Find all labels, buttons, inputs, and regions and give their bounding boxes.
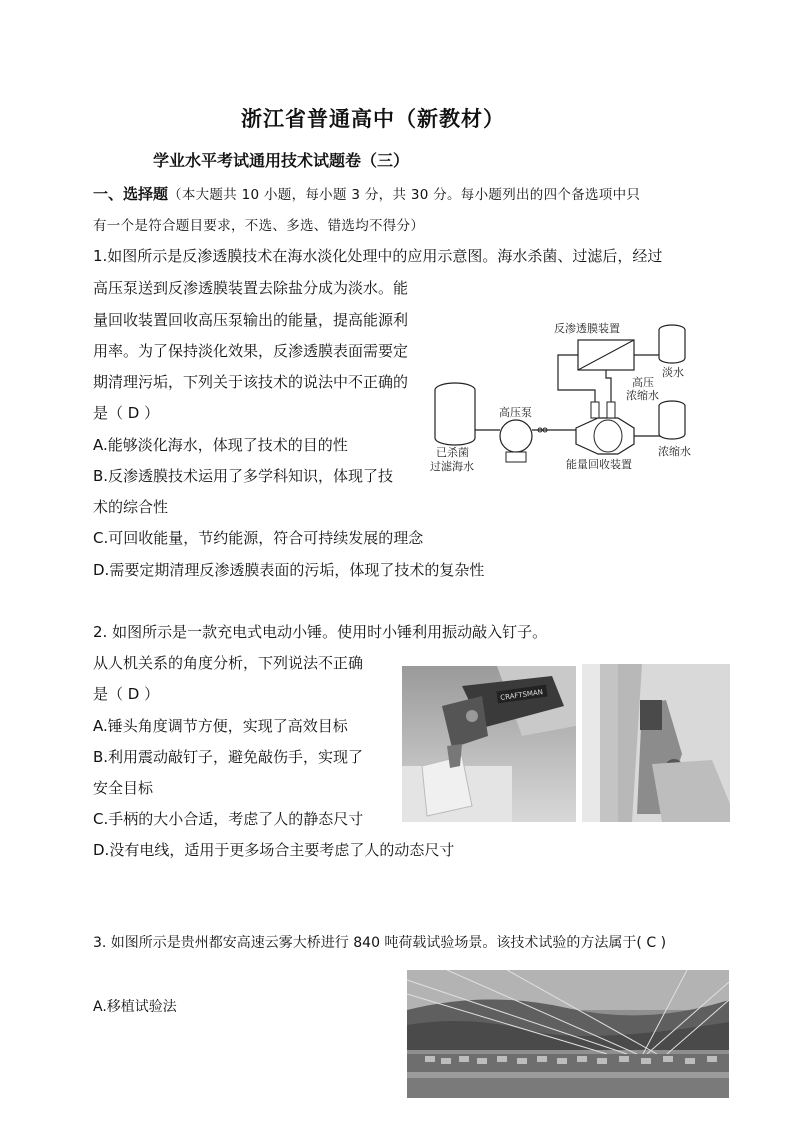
q2-stem-line2: 从人机关系的角度分析，下列说法不正确 — [93, 654, 364, 672]
q2-option-b: B.利用震动敲钉子，避免敲伤手，实现了 — [93, 748, 364, 766]
fresh-water-label: 淡水 — [662, 366, 684, 379]
hp-concentrate-label-2: 浓缩水 — [626, 389, 659, 402]
page-subtitle: 学业水平考试通用技术试题卷（三） — [153, 151, 410, 170]
seawater-tank — [435, 383, 475, 445]
section-note-cont: 有一个是符合题目要求，不选、多选、错选均不得分） — [93, 218, 425, 234]
q1-stem-line4: 用率。为了保持淡化效果，反渗透膜表面需要定 — [93, 342, 409, 360]
q3-stem-line1: 3. 如图所示是贵州都安高速云雾大桥进行 840 吨荷载试验场景。该技术试验的方法属于( C ) — [93, 935, 667, 951]
hammer-photo-1 — [402, 666, 576, 822]
q2-option-c: C.手柄的大小合适，考虑了人的静态尺寸 — [93, 810, 364, 828]
seawater-label-1: 已杀菌 — [436, 446, 469, 459]
q2-option-a: A.锤头角度调节方便，实现了高效目标 — [93, 717, 348, 735]
q1-answer-line: 是（ D ） — [93, 404, 160, 422]
section-heading-row — [93, 184, 640, 205]
section-heading: 一、选择题 — [93, 185, 169, 203]
concentrate-label: 浓缩水 — [658, 445, 691, 458]
q2-stem-line1: 2. 如图所示是一款充电式电动小锤。使用时小锤利用振动敲入钉子。 — [93, 623, 548, 641]
high-pressure-pump — [500, 420, 550, 462]
concentrate-tank — [659, 401, 685, 439]
hammer-photo-2 — [582, 664, 730, 822]
q1-option-a: A.能够淡化海水，体现了技术的目的性 — [93, 436, 348, 454]
seawater-label-2: 过滤海水 — [430, 460, 474, 473]
section-note: （本大题共 10 小题，每小题 3 分，共 30 分。每小题列出的四个备选项中只 — [168, 187, 641, 203]
bridge-load-test-photo — [407, 970, 729, 1098]
page-title: 浙江省普通高中（新教材） — [241, 106, 505, 131]
q1-stem-line2: 高压泵送到反渗透膜装置去除盐分成为淡水。能 — [93, 279, 409, 297]
q2-option-b-cont: 安全目标 — [93, 779, 154, 797]
q1-stem-line3: 量回收装置回收高压泵输出的能量，提高能源利 — [93, 311, 409, 329]
q2-option-d: D.没有电线，适用于更多场合主要考虑了人的动态尺寸 — [93, 841, 455, 859]
q1-option-b: B.反渗透膜技术运用了多学科知识，体现了技 — [93, 467, 394, 485]
membrane-unit — [578, 340, 634, 370]
hp-concentrate-label-1: 高压 — [632, 376, 654, 389]
pump-label: 高压泵 — [499, 406, 532, 419]
fresh-water-tank — [659, 325, 685, 363]
membrane-label: 反渗透膜装置 — [554, 322, 620, 335]
recovery-label: 能量回收装置 — [566, 458, 632, 471]
q1-option-b-cont: 术的综合性 — [93, 498, 169, 516]
q1-option-c: C.可回收能量，节约能源，符合可持续发展的理念 — [93, 529, 424, 547]
q1-stem-line1: 1.如图所示是反渗透膜技术在海水淡化处理中的应用示意图。海水杀菌、过滤后，经过 — [93, 247, 663, 265]
q2-answer-line: 是（ D ） — [93, 685, 160, 703]
q3-option-a: A.移植试验法 — [93, 999, 177, 1015]
q1-stem-line5: 期清理污垢，下列关于该技术的说法中不正确的 — [93, 373, 409, 391]
desalination-diagram — [428, 318, 708, 486]
hammer-brand-text: CRAFTSMAN — [499, 688, 544, 703]
energy-recovery-device — [550, 402, 634, 454]
q1-option-d: D.需要定期清理反渗透膜表面的污垢，体现了技术的复杂性 — [93, 561, 485, 579]
